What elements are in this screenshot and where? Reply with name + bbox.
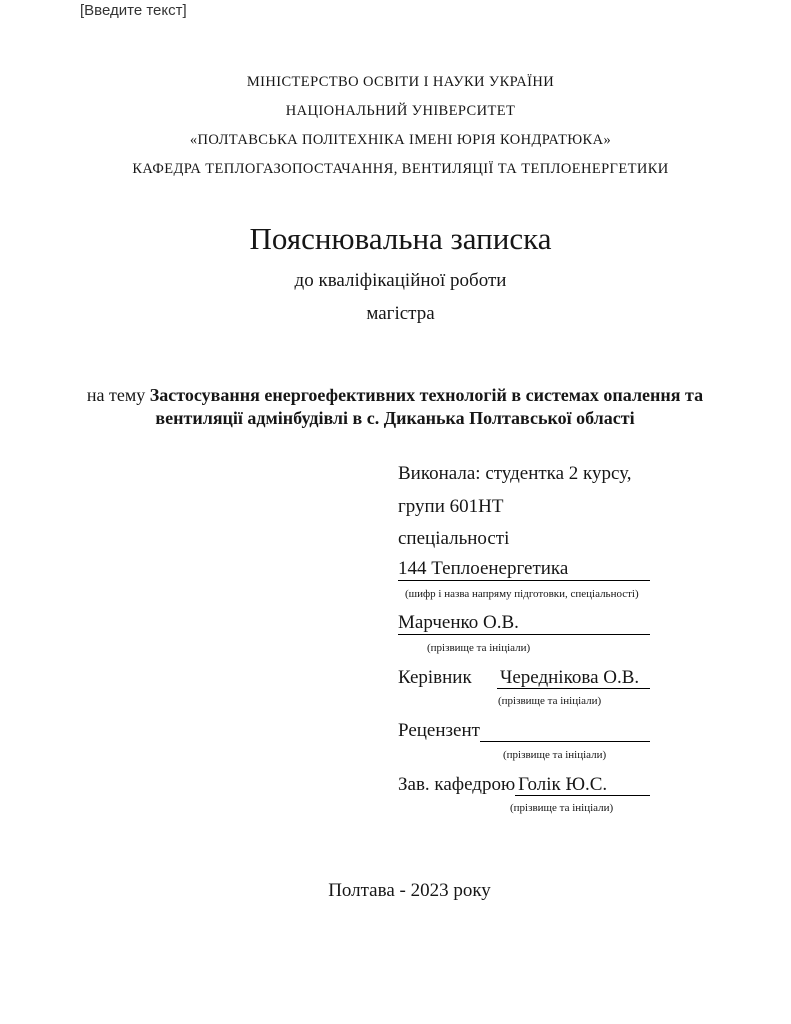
- department-head-label: Зав. кафедрою: [398, 774, 516, 795]
- supervisor-row: [398, 667, 650, 689]
- executor-line-3: спеціальності: [398, 528, 510, 549]
- university-name-line: «ПОЛТАВСЬКА ПОЛІТЕХНІКА ІМЕНІ ЮРІЯ КОНДРАТЮКА»: [189, 132, 612, 148]
- ministry-line: МІНІСТЕРСТВО ОСВІТИ І НАУКИ УКРАЇНИ: [246, 74, 555, 90]
- header-placeholder-field[interactable]: [Введите текст]: [80, 2, 187, 19]
- document-title: Пояснювальна записка: [249, 221, 552, 256]
- reviewer-name-caption: (прізвище та ініціали): [503, 749, 607, 761]
- organization-block: [0, 68, 791, 184]
- university-line: НАЦІОНАЛЬНИЙ УНІВЕРСИТЕТ: [285, 103, 516, 119]
- specialty-field: 144 Теплоенергетика: [398, 558, 650, 581]
- supervisor-label: Керівник: [398, 667, 472, 688]
- reviewer-row: [398, 720, 650, 742]
- student-name-caption: (прізвище та ініціали): [427, 642, 531, 654]
- reviewer-label: Рецензент: [398, 720, 480, 741]
- student-name-field: Марченко О.В.: [398, 612, 650, 635]
- reviewer-blank-field: [480, 720, 650, 742]
- department-head-row: [398, 774, 650, 796]
- executor-line-1: Виконала: студентка 2 курсу,: [398, 463, 632, 484]
- department-line: КАФЕДРА ТЕПЛОГАЗОПОСТАЧАННЯ, ВЕНТИЛЯЦІЇ ТА ТЕПЛОЕНЕРГЕТИКИ: [132, 161, 669, 177]
- city-year-line: Полтава - 2023 року: [328, 880, 491, 901]
- degree-line: магістра: [366, 303, 435, 324]
- executor-line-2: групи 601НТ: [398, 496, 504, 517]
- topic-line-1: [55, 384, 735, 407]
- topic-text-line-2: вентиляції адмінбудівлі в с. Диканька Полтавської області: [155, 408, 635, 428]
- topic-text-line-1: Застосування енергоефективних технологій в системах опалення та: [149, 385, 704, 405]
- topic-prefix: на тему: [86, 385, 146, 405]
- supervisor-name-caption: (прізвище та ініціали): [498, 695, 602, 707]
- topic-paragraph: [55, 384, 735, 430]
- specialty-caption: (шифр і назва напряму підготовки, спеціальності): [405, 588, 639, 600]
- department-head-name-field: Голік Ю.С.: [515, 774, 650, 796]
- supervisor-name-field: Череднікова О.В.: [497, 667, 650, 689]
- document-subtitle: до кваліфікаційної роботи: [294, 270, 507, 291]
- department-head-name-caption: (прізвище та ініціали): [510, 802, 614, 814]
